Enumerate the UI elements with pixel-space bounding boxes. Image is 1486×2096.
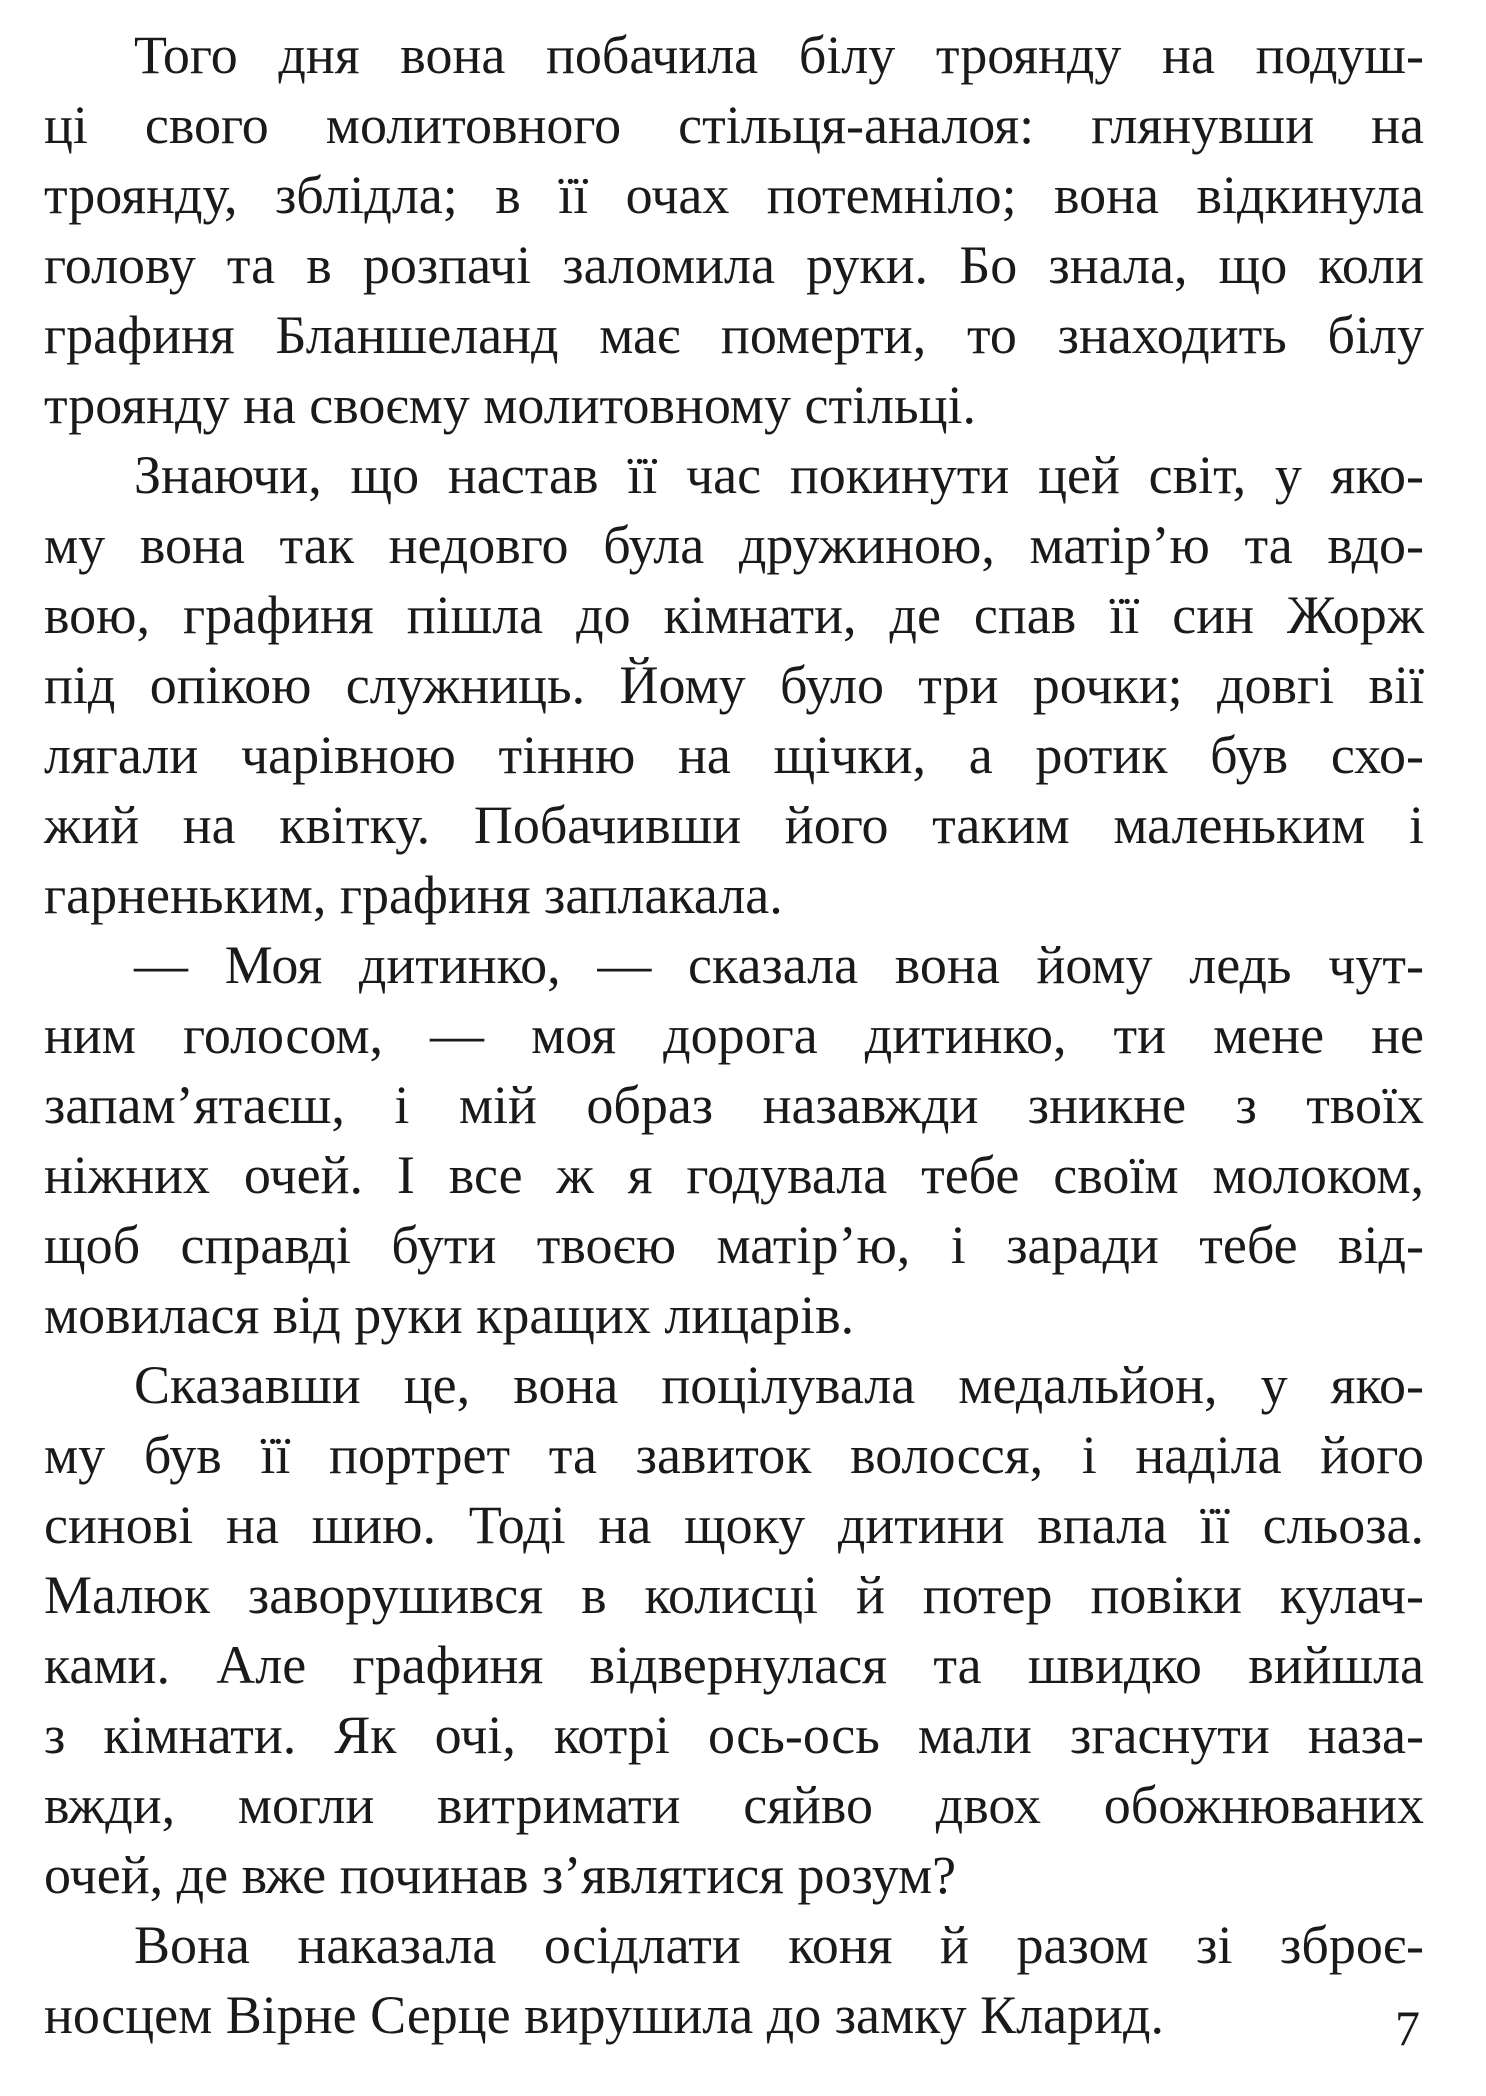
- text-line: ці свого молитовного стільця-аналоя: глянувши на: [44, 95, 1424, 155]
- paragraph-1: [44, 20, 1424, 440]
- text-line: троянду, зблідла; в її очах потемніло; вона відкинула: [44, 165, 1424, 225]
- text-line: Малюк заворушився в колисці й потер повіки кулач-: [44, 1565, 1424, 1625]
- text-line: му вона так недовго була дружиною, матір’ю та вдо-: [44, 515, 1424, 575]
- body-text: [44, 20, 1424, 2050]
- text-line: гарненьким, графиня заплакала.: [44, 865, 783, 925]
- text-line: ним голосом, — моя дорога дитинко, ти мене не: [44, 1005, 1424, 1065]
- text-line: Сказавши це, вона поцілувала медальйон, у яко-: [134, 1355, 1424, 1415]
- paragraph-5: [44, 1910, 1424, 2050]
- text-line: з кімнати. Як очі, котрі ось-ось мали згаснути наза-: [44, 1705, 1424, 1765]
- text-line: мовилася від руки кращих лицарів.: [44, 1285, 855, 1345]
- text-line: вжди, могли витримати сяйво двох обожнюваних: [44, 1775, 1424, 1835]
- text-line: вою, графиня пішла до кімнати, де спав її син Жорж: [44, 585, 1424, 645]
- text-line: троянду на своєму молитовному стільці.: [44, 375, 977, 435]
- page-number: 7: [1395, 2000, 1420, 2056]
- paragraph-2: [44, 440, 1424, 930]
- text-line: Того дня вона побачила білу троянду на подуш-: [134, 25, 1424, 85]
- text-line: ніжних очей. І все ж я годувала тебе своїм молоком,: [44, 1145, 1424, 1205]
- text-line: під опікою служниць. Йому було три рочки; довгі вії: [44, 655, 1424, 715]
- text-line: Знаючи, що настав її час покинути цей світ, у яко-: [134, 445, 1424, 505]
- text-line: графиня Бланшеланд має померти, то знаходить білу: [44, 305, 1424, 365]
- text-line: голову та в розпачі заломила руки. Бо знала, що коли: [44, 235, 1424, 295]
- text-line: лягали чарівною тінню на щічки, а ротик був схо-: [44, 725, 1424, 785]
- text-line: очей, де вже починав з’являтися розум?: [44, 1845, 957, 1905]
- paragraph-3: [44, 930, 1424, 1350]
- paragraph-4: [44, 1350, 1424, 1910]
- text-line: му був її портрет та завиток волосся, і наділа його: [44, 1425, 1424, 1485]
- text-line: — Моя дитинко, — сказала вона йому ледь чут-: [134, 935, 1424, 995]
- text-line: синові на шию. Тоді на щоку дитини впала її сльоза.: [44, 1495, 1424, 1555]
- text-line: щоб справді бути твоєю матір’ю, і заради тебе від-: [44, 1215, 1424, 1275]
- text-line: запам’ятаєш, і мій образ назавжди зникне з твоїх: [44, 1075, 1424, 1135]
- text-line: Вона наказала осідлати коня й разом зі зброє-: [134, 1915, 1424, 1975]
- text-line: жий на квітку. Побачивши його таким маленьким і: [44, 795, 1424, 855]
- text-line: ками. Але графиня відвернулася та швидко вийшла: [44, 1635, 1424, 1695]
- text-line: носцем Вірне Серце вирушила до замку Кларид.: [44, 1985, 1164, 2045]
